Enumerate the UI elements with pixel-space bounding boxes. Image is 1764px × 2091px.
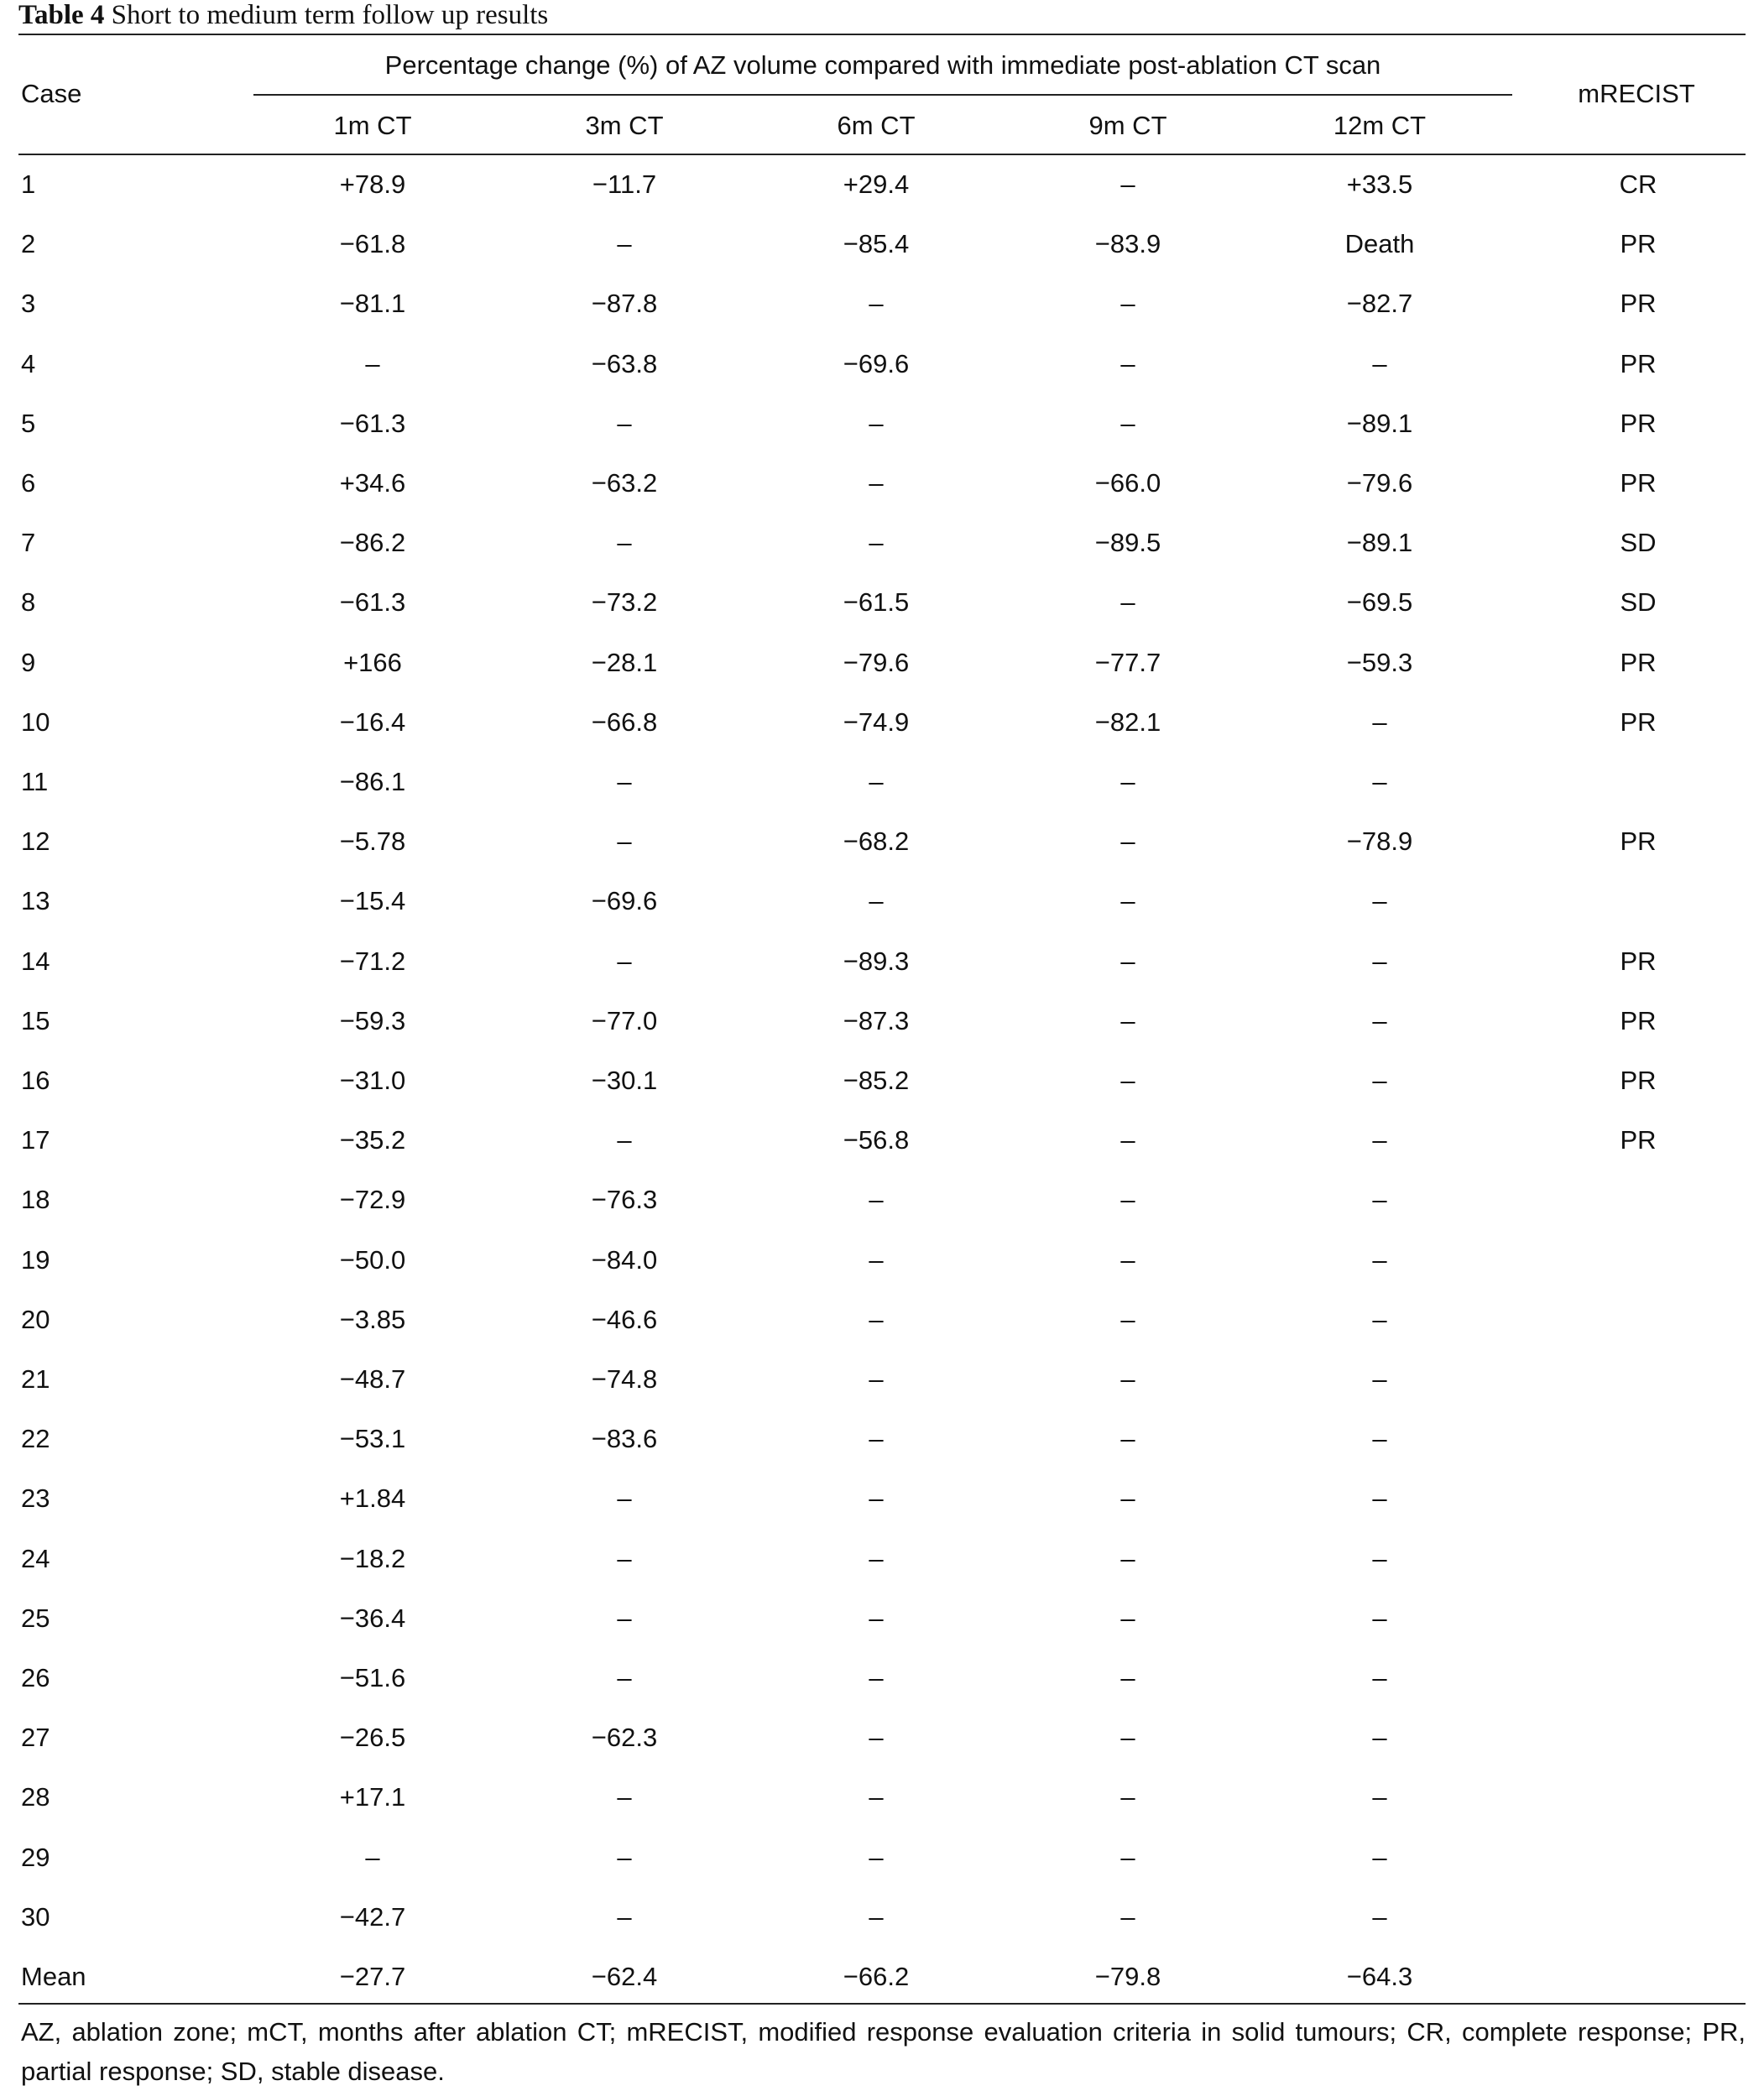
table-cell-6m-ct: – (869, 1663, 884, 1692)
table-cell-1m-ct: +78.9 (339, 169, 406, 199)
table-cell-case: 18 (21, 1185, 50, 1214)
table-cell-6m-ct: – (869, 1902, 884, 1932)
table-cell-9m-ct: – (1120, 169, 1135, 199)
table-cell-12m-ct: – (1372, 946, 1387, 976)
table-cell-case: 9 (21, 648, 36, 677)
table-cell-1m-ct: −81.1 (339, 289, 406, 318)
table-cell-12m-ct: −89.1 (1346, 409, 1413, 438)
table-cell-case: 24 (21, 1544, 50, 1573)
table-cell-9m-ct: – (1120, 1006, 1135, 1035)
table-cell-1m-ct: −42.7 (339, 1902, 406, 1932)
table-cell-12m-ct: −64.3 (1346, 1962, 1413, 1991)
table-cell-9m-ct: – (1120, 1185, 1135, 1214)
table-cell-12m-ct: Death (1344, 229, 1415, 258)
table-cell-9m-ct: – (1120, 767, 1135, 796)
table-cell-9m-ct: – (1120, 409, 1135, 438)
table-cell-mrecist: PR (1620, 826, 1657, 856)
table-cell-12m-ct: – (1372, 1125, 1387, 1155)
table-cell-12m-ct: – (1372, 349, 1387, 378)
table-caption-title: Short to medium term follow up results (111, 0, 549, 30)
table-cell-1m-ct: −53.1 (339, 1424, 406, 1453)
table-cell-12m-ct: – (1372, 1006, 1387, 1035)
table-cell-6m-ct: −68.2 (843, 826, 910, 856)
table-cell-3m-ct: – (617, 1544, 632, 1573)
table-cell-case: 1 (21, 169, 36, 199)
table-cell-1m-ct: −31.0 (339, 1066, 406, 1095)
table-cell-3m-ct: −76.3 (591, 1185, 658, 1214)
table-cell-12m-ct: – (1372, 1544, 1387, 1573)
table-cell-9m-ct: – (1120, 1245, 1135, 1275)
table-cell-12m-ct: −79.6 (1346, 468, 1413, 498)
table-cell-case: 25 (21, 1603, 50, 1633)
table-cell-9m-ct: −66.0 (1094, 468, 1161, 498)
table-cell-3m-ct: −63.8 (591, 349, 658, 378)
table-cell-1m-ct: −61.8 (339, 229, 406, 258)
table-cell-12m-ct: – (1372, 707, 1387, 737)
table-cell-case: 20 (21, 1305, 50, 1334)
table-cell-6m-ct: – (869, 1364, 884, 1394)
top-rule (18, 34, 1746, 35)
table-cell-3m-ct: – (617, 1843, 632, 1872)
table-cell-9m-ct: – (1120, 1066, 1135, 1095)
table-cell-12m-ct: −89.1 (1346, 528, 1413, 557)
table-cell-6m-ct: – (869, 1484, 884, 1513)
table-cell-9m-ct: – (1120, 1424, 1135, 1453)
table-cell-6m-ct: – (869, 886, 884, 915)
table-cell-3m-ct: −87.8 (591, 289, 658, 318)
table-cell-6m-ct: −85.4 (843, 229, 910, 258)
table-cell-9m-ct: −83.9 (1094, 229, 1161, 258)
table-cell-case: 29 (21, 1843, 50, 1872)
table-cell-12m-ct: – (1372, 1185, 1387, 1214)
table-cell-case: 26 (21, 1663, 50, 1692)
header-mrecist: mRECIST (1578, 79, 1695, 108)
table-cell-6m-ct: −74.9 (843, 707, 910, 737)
table-cell-case: 19 (21, 1245, 50, 1275)
table-cell-case: 27 (21, 1723, 50, 1752)
table-cell-12m-ct: – (1372, 1603, 1387, 1633)
table-cell-6m-ct: – (869, 1185, 884, 1214)
table-cell-1m-ct: −86.2 (339, 528, 406, 557)
table-cell-case: 8 (21, 587, 36, 617)
table-cell-case: 10 (21, 707, 50, 737)
header-percentage-change: Percentage change (%) of AZ volume compared with immediate post-ablation CT scan (384, 50, 1381, 80)
table-cell-12m-ct: −59.3 (1346, 648, 1413, 677)
table-cell-3m-ct: −30.1 (591, 1066, 658, 1095)
table-cell-case: 11 (21, 767, 49, 796)
table-cell-1m-ct: −86.1 (339, 767, 406, 796)
table-cell-1m-ct: −50.0 (339, 1245, 406, 1275)
table-cell-12m-ct: – (1372, 1245, 1387, 1275)
table-cell-1m-ct: −3.85 (339, 1305, 406, 1334)
table-cell-9m-ct: – (1120, 1603, 1135, 1633)
table-cell-1m-ct: −18.2 (339, 1544, 406, 1573)
table-cell-3m-ct: −74.8 (591, 1364, 658, 1394)
table-cell-1m-ct: +1.84 (339, 1484, 406, 1513)
table-cell-9m-ct: – (1120, 1125, 1135, 1155)
table-cell-9m-ct: – (1120, 886, 1135, 915)
table-cell-3m-ct: – (617, 946, 632, 976)
table-caption-label: Table 4 (18, 0, 105, 30)
table-cell-case: 6 (21, 468, 36, 498)
table-cell-1m-ct: – (365, 349, 380, 378)
table-cell-1m-ct: +166 (343, 648, 402, 677)
table-cell-3m-ct: – (617, 1125, 632, 1155)
table-cell-mrecist: PR (1620, 229, 1657, 258)
table-cell-case: 16 (21, 1066, 50, 1095)
table-cell-6m-ct: −69.6 (843, 349, 910, 378)
table-cell-12m-ct: – (1372, 1723, 1387, 1752)
table-cell-9m-ct: −89.5 (1094, 528, 1161, 557)
table-cell-6m-ct: −79.6 (843, 648, 910, 677)
table-cell-mrecist: PR (1620, 349, 1657, 378)
table-cell-1m-ct: −61.3 (339, 587, 406, 617)
table-cell-6m-ct: – (869, 1245, 884, 1275)
table-cell-9m-ct: −77.7 (1094, 648, 1161, 677)
table-cell-12m-ct: −82.7 (1346, 289, 1413, 318)
table-cell-1m-ct: −48.7 (339, 1364, 406, 1394)
table-cell-3m-ct: – (617, 409, 632, 438)
table-cell-12m-ct: – (1372, 1484, 1387, 1513)
bottom-rule (18, 2003, 1746, 2005)
table-cell-case: 12 (21, 826, 50, 856)
table-cell-9m-ct: – (1120, 826, 1135, 856)
table-cell-case: 13 (21, 886, 50, 915)
table-cell-1m-ct: −35.2 (339, 1125, 406, 1155)
table-cell-12m-ct: – (1372, 1663, 1387, 1692)
table-cell-9m-ct: – (1120, 587, 1135, 617)
table-cell-3m-ct: – (617, 528, 632, 557)
table-cell-3m-ct: – (617, 1782, 632, 1812)
table-cell-mrecist: PR (1620, 707, 1657, 737)
table-cell-case: 22 (21, 1424, 50, 1453)
table-cell-6m-ct: −89.3 (843, 946, 910, 976)
header-12m-ct: 12m CT (1333, 111, 1427, 140)
table-cell-9m-ct: – (1120, 1782, 1135, 1812)
table-cell-9m-ct: −82.1 (1094, 707, 1161, 737)
table-cell-mrecist: PR (1620, 289, 1657, 318)
table-cell-12m-ct: −78.9 (1346, 826, 1413, 856)
table-cell-12m-ct: – (1372, 1843, 1387, 1872)
table-cell-mrecist: CR (1619, 169, 1657, 199)
table-cell-3m-ct: −66.8 (591, 707, 658, 737)
header-span-rule (253, 94, 1512, 96)
table-cell-1m-ct: +34.6 (339, 468, 406, 498)
table-cell-3m-ct: −69.6 (591, 886, 658, 915)
table-cell-3m-ct: – (617, 1484, 632, 1513)
table-cell-mrecist: PR (1620, 468, 1657, 498)
table-cell-6m-ct: – (869, 468, 884, 498)
table-cell-12m-ct: – (1372, 1364, 1387, 1394)
table-cell-case: 3 (21, 289, 36, 318)
table-cell-3m-ct: −11.7 (592, 169, 657, 199)
table-cell-9m-ct: – (1120, 946, 1135, 976)
header-9m-ct: 9m CT (1088, 111, 1167, 140)
table-cell-3m-ct: – (617, 767, 632, 796)
table-cell-mrecist: PR (1620, 1066, 1657, 1095)
table-cell-6m-ct: – (869, 528, 884, 557)
table-cell-3m-ct: – (617, 826, 632, 856)
table-cell-mrecist: PR (1620, 409, 1657, 438)
table-cell-case: 7 (21, 528, 36, 557)
table-cell-3m-ct: −62.4 (591, 1962, 658, 1991)
table-cell-1m-ct: −72.9 (339, 1185, 406, 1214)
table-cell-3m-ct: −83.6 (591, 1424, 658, 1453)
table-cell-1m-ct: +17.1 (339, 1782, 406, 1812)
table-cell-9m-ct: – (1120, 1843, 1135, 1872)
table-cell-3m-ct: – (617, 229, 632, 258)
table-cell-12m-ct: – (1372, 1902, 1387, 1932)
table-cell-mrecist: SD (1620, 587, 1657, 617)
table-cell-9m-ct: – (1120, 1663, 1135, 1692)
table-cell-3m-ct: – (617, 1663, 632, 1692)
header-3m-ct: 3m CT (585, 111, 664, 140)
table-cell-case: 28 (21, 1782, 50, 1812)
table-cell-12m-ct: – (1372, 1782, 1387, 1812)
table-cell-3m-ct: – (617, 1603, 632, 1633)
table-cell-9m-ct: – (1120, 1364, 1135, 1394)
table-cell-6m-ct: – (869, 409, 884, 438)
table-cell-3m-ct: −63.2 (591, 468, 658, 498)
table-cell-case: 23 (21, 1484, 50, 1513)
table-cell-9m-ct: – (1120, 289, 1135, 318)
table-cell-3m-ct: −73.2 (591, 587, 658, 617)
table-cell-1m-ct: −27.7 (339, 1962, 406, 1991)
table-cell-12m-ct: – (1372, 1424, 1387, 1453)
table-cell-6m-ct: – (869, 1843, 884, 1872)
table-cell-case: 17 (21, 1125, 50, 1155)
table-cell-12m-ct: −69.5 (1346, 587, 1413, 617)
table-cell-6m-ct: −85.2 (843, 1066, 910, 1095)
table-cell-mrecist: SD (1620, 528, 1657, 557)
table-cell-12m-ct: – (1372, 767, 1387, 796)
table-cell-1m-ct: −16.4 (339, 707, 406, 737)
table-cell-12m-ct: – (1372, 886, 1387, 915)
table-cell-3m-ct: −84.0 (591, 1245, 658, 1275)
table-cell-3m-ct: −62.3 (591, 1723, 658, 1752)
table-cell-3m-ct: −46.6 (591, 1305, 658, 1334)
table-cell-3m-ct: −77.0 (591, 1006, 658, 1035)
table-cell-case: 14 (21, 946, 50, 976)
table-cell-case: 15 (21, 1006, 50, 1035)
table-cell-mrecist: PR (1620, 1006, 1657, 1035)
header-rule (18, 154, 1746, 155)
table-cell-6m-ct: – (869, 1424, 884, 1453)
table-cell-12m-ct: – (1372, 1305, 1387, 1334)
table-cell-1m-ct: −59.3 (339, 1006, 406, 1035)
table-cell-9m-ct: – (1120, 1902, 1135, 1932)
table-cell-6m-ct: −56.8 (843, 1125, 910, 1155)
table-cell-1m-ct: −15.4 (339, 886, 406, 915)
table-cell-6m-ct: −61.5 (843, 587, 910, 617)
table-cell-9m-ct: – (1120, 1484, 1135, 1513)
table-cell-1m-ct: −71.2 (339, 946, 406, 976)
table-cell-6m-ct: – (869, 1305, 884, 1334)
table-cell-6m-ct: – (869, 767, 884, 796)
table-cell-case: 4 (21, 349, 36, 378)
table-cell-6m-ct: +29.4 (843, 169, 910, 199)
table-cell-6m-ct: −66.2 (843, 1962, 910, 1991)
table-caption (18, 0, 548, 30)
table-cell-6m-ct: −87.3 (843, 1006, 910, 1035)
table-cell-3m-ct: – (617, 1902, 632, 1932)
table-cell-case: 30 (21, 1902, 50, 1932)
table-cell-case: Mean (21, 1962, 86, 1991)
table-cell-9m-ct: – (1120, 1544, 1135, 1573)
table-cell-mrecist: PR (1620, 946, 1657, 976)
table-cell-1m-ct: −5.78 (339, 826, 406, 856)
table-cell-1m-ct: −61.3 (339, 409, 406, 438)
table-cell-6m-ct: – (869, 1544, 884, 1573)
table-cell-case: 2 (21, 229, 36, 258)
table-cell-1m-ct: −36.4 (339, 1603, 406, 1633)
header-case: Case (21, 79, 82, 108)
table-cell-1m-ct: −26.5 (339, 1723, 406, 1752)
table-cell-mrecist: PR (1620, 648, 1657, 677)
table-cell-12m-ct: – (1372, 1066, 1387, 1095)
table-footnote: AZ, ablation zone; mCT, months after ablation CT; mRECIST, modified response evaluation criteria in solid tumours; CR, complete response; PR, partial response; SD, stable disease. (21, 2017, 1746, 2086)
header-1m-ct: 1m CT (333, 111, 412, 140)
header-6m-ct: 6m CT (837, 111, 916, 140)
table-cell-9m-ct: −79.8 (1094, 1962, 1161, 1991)
table-cell-6m-ct: – (869, 289, 884, 318)
table-cell-case: 21 (21, 1364, 50, 1394)
table-cell-6m-ct: – (869, 1603, 884, 1633)
table-cell-case: 5 (21, 409, 36, 438)
table-cell-1m-ct: – (365, 1843, 380, 1872)
table-cell-3m-ct: −28.1 (591, 648, 658, 677)
table-cell-9m-ct: – (1120, 1723, 1135, 1752)
table-cell-6m-ct: – (869, 1723, 884, 1752)
table-cell-1m-ct: −51.6 (339, 1663, 406, 1692)
table-cell-9m-ct: – (1120, 1305, 1135, 1334)
table-cell-mrecist: PR (1620, 1125, 1657, 1155)
table-cell-6m-ct: – (869, 1782, 884, 1812)
table-cell-12m-ct: +33.5 (1346, 169, 1413, 199)
table-cell-9m-ct: – (1120, 349, 1135, 378)
